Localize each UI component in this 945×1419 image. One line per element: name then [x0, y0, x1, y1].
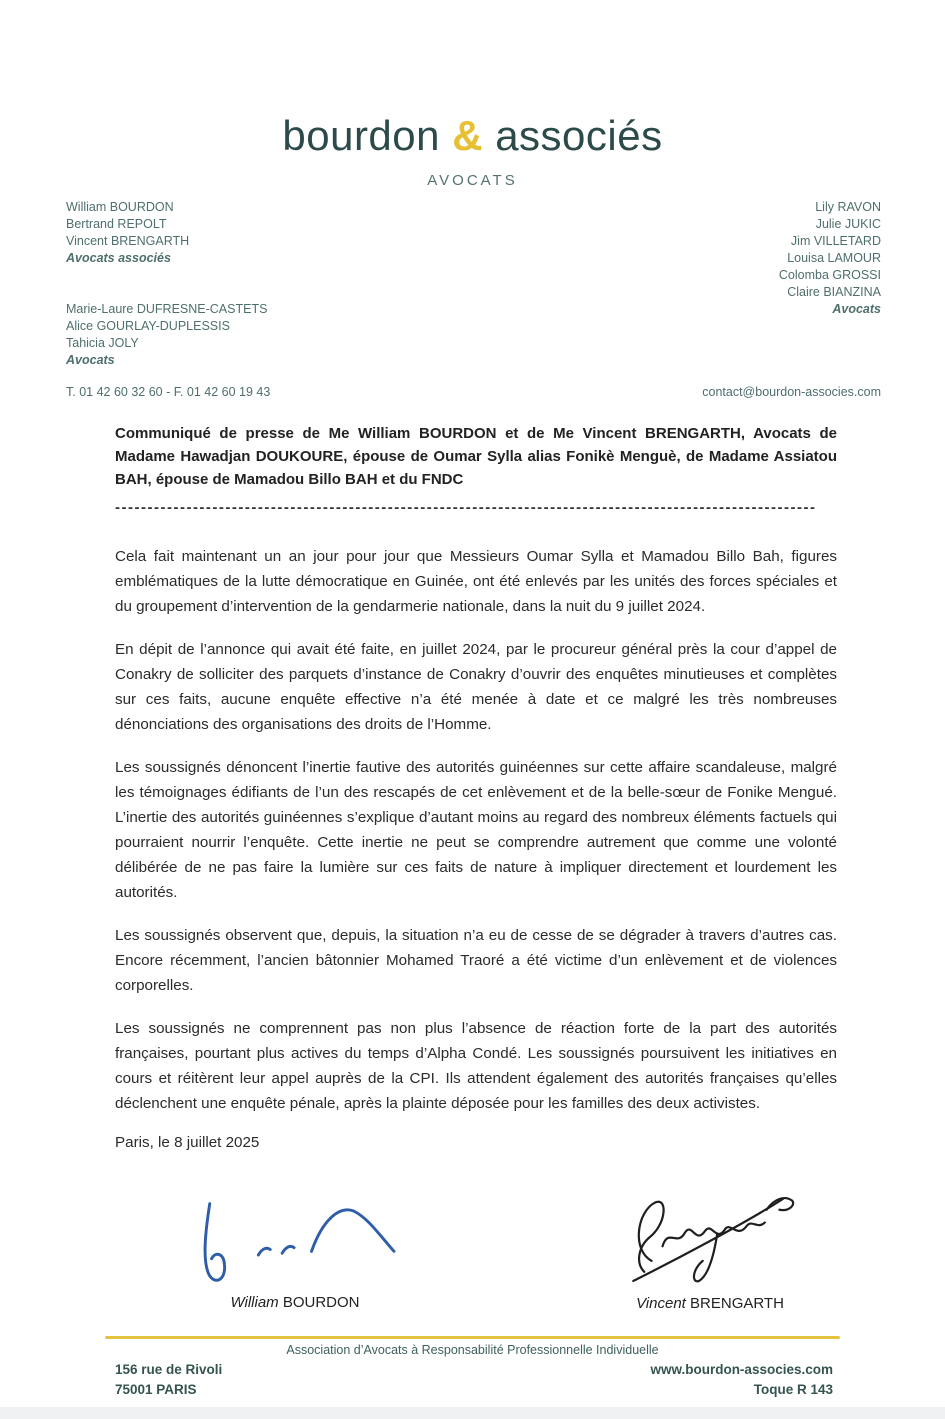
avocat-name: Louisa LAMOUR — [787, 251, 881, 265]
vincent-brengarth-signature-icon — [605, 1186, 815, 1291]
scan-bottom-strip — [0, 1407, 945, 1419]
paragraph-2: En dépit de l’annonce qui avait été faite, en juillet 2024, par le procureur général près la cour d’appel de Conakry de solliciter des parquets d’instance de Conakry d’ouvrir des enquêtes minutieuses et complètes sur ces faits, aucune enquête effective n’a été menée à date et ce malgré les très nombreuses dénonciations des organisations des droits de l’Homme. — [115, 641, 837, 733]
contact-email-text: contact@bourdon-associes.com — [702, 385, 881, 399]
footer-address-line1: 156 rue de Rivoli — [115, 1362, 223, 1377]
firm-name-left: bourdon — [282, 112, 441, 159]
footer-association-text: Association d’Avocats à Responsabilité Professionnelle Individuelle — [286, 1343, 659, 1357]
avocat-name: Marie-Laure DUFRESNE-CASTETS — [66, 302, 268, 316]
phone-fax-text: T. 01 42 60 32 60 - F. 01 42 60 19 43 — [66, 385, 271, 399]
avocat-name: Claire BIANZINA — [787, 285, 881, 299]
press-release-heading: Communiqué de presse de Me William BOURDON et de Me Vincent BRENGARTH, Avocats de Madame Hawadjan DOUKOURE, épouse de Oumar Sylla alias Fonikè Menguè, de Madame Assiatou BAH, épouse de Mamadou Billo BAH et du FNDC — [115, 425, 837, 488]
avocat-name: Julie JUKIC — [815, 217, 881, 231]
paragraph-5: Les soussignés ne comprennent pas non plus l’absence de réaction forte de la part des autorités françaises, pourtant plus actives du temps d’Alpha Condé. Les soussignés poursuivent les initiatives en cours et réitèrent leur appel auprès de la CPI. Ils attendent également des autorités françaises qu’elles déclenchent une enquête pénale, après la plainte déposée pour les familles des deux activistes. — [115, 1020, 837, 1112]
date-line: Paris, le 8 juillet 2025 — [115, 1134, 260, 1151]
document-body — [115, 422, 837, 1151]
firm-tagline: AVOCATS — [427, 172, 518, 189]
signature-block-william — [165, 1198, 425, 1311]
partner-name: Bertrand REPOLT — [66, 217, 167, 231]
avocat-name: Lily RAVON — [815, 200, 881, 214]
avocat-name: Alice GOURLAY-DUPLESSIS — [66, 319, 230, 333]
avocat-name: Jim VILLETARD — [790, 234, 881, 248]
footer-gold-rule — [105, 1336, 840, 1339]
footer-toque-text: Toque R 143 — [753, 1382, 833, 1397]
footer-website-text: www.bourdon-associes.com — [650, 1362, 833, 1377]
avocat-name: Tahicia JOLY — [66, 336, 139, 350]
signatory-name-william — [165, 1294, 425, 1311]
footer-address-line2: 75001 PARIS — [115, 1382, 197, 1397]
partners-list — [66, 199, 189, 267]
partner-name: Vincent BRENGARTH — [66, 234, 190, 248]
firm-name-right: associés — [495, 112, 663, 159]
signatory-last-name: BOURDON — [282, 1294, 360, 1311]
william-bourdon-signature-icon — [185, 1198, 405, 1290]
heading-separator: ------------------------------------------------------------------------------------------------------------ — [115, 499, 817, 516]
avocats-right-list — [779, 199, 881, 318]
firm-logo — [0, 112, 945, 160]
signatory-first-name: William — [230, 1294, 279, 1311]
partner-name: William BOURDON — [66, 200, 174, 214]
paragraph-1: Cela fait maintenant un an jour pour jour que Messieurs Oumar Sylla et Mamadou Billo Bah, figures emblématiques de la lutte démocratique en Guinée, ont été enlevés par les unités des forces spéciales et du groupement d’intervention de la gendarmerie nationale, dans la nuit du 9 juillet 2024. — [115, 548, 837, 615]
signatory-first-name: Vincent — [636, 1295, 686, 1312]
firm-ampersand: & — [452, 112, 484, 159]
paragraph-4: Les soussignés observent que, depuis, la situation n’a eu de cesse de se dégrader à travers d’autres cas. Encore récemment, l’ancien bâtonnier Mohamed Traoré a été victime d’un enlèvement et de violences corporelles. — [115, 927, 837, 994]
footer-right-block — [650, 1360, 833, 1400]
avocats-right-role-label: Avocats — [832, 302, 881, 316]
contact-row — [66, 385, 881, 399]
footer-address — [115, 1360, 222, 1400]
paragraph-3: Les soussignés dénoncent l’inertie fautive des autorités guinéennes sur cette affaire scandaleuse, malgré les témoignages édifiants de l’un des rescapés de cet enlèvement et de la belle-sœur de Fonike Mengué. L’inertie des autorités guinéennes s’explique d’autant moins au regard des nombreux éléments factuels qui pourraient nourrir l’enquête. Cette inertie ne peut se comprendre autrement que comme une volonté délibérée de ne pas faire la lumière sur ces faits de nature à impliquer directement et lourdement les autorités. — [115, 759, 837, 901]
signature-block-brengarth — [585, 1186, 835, 1312]
avocats-left-role-label: Avocats — [66, 353, 115, 367]
partners-role-label: Avocats associés — [66, 251, 171, 265]
signatory-last-name: BRENGARTH — [690, 1295, 784, 1312]
avocats-left-list — [66, 301, 267, 369]
avocat-name: Colomba GROSSI — [778, 268, 881, 282]
signatory-name-brengarth — [585, 1295, 835, 1312]
